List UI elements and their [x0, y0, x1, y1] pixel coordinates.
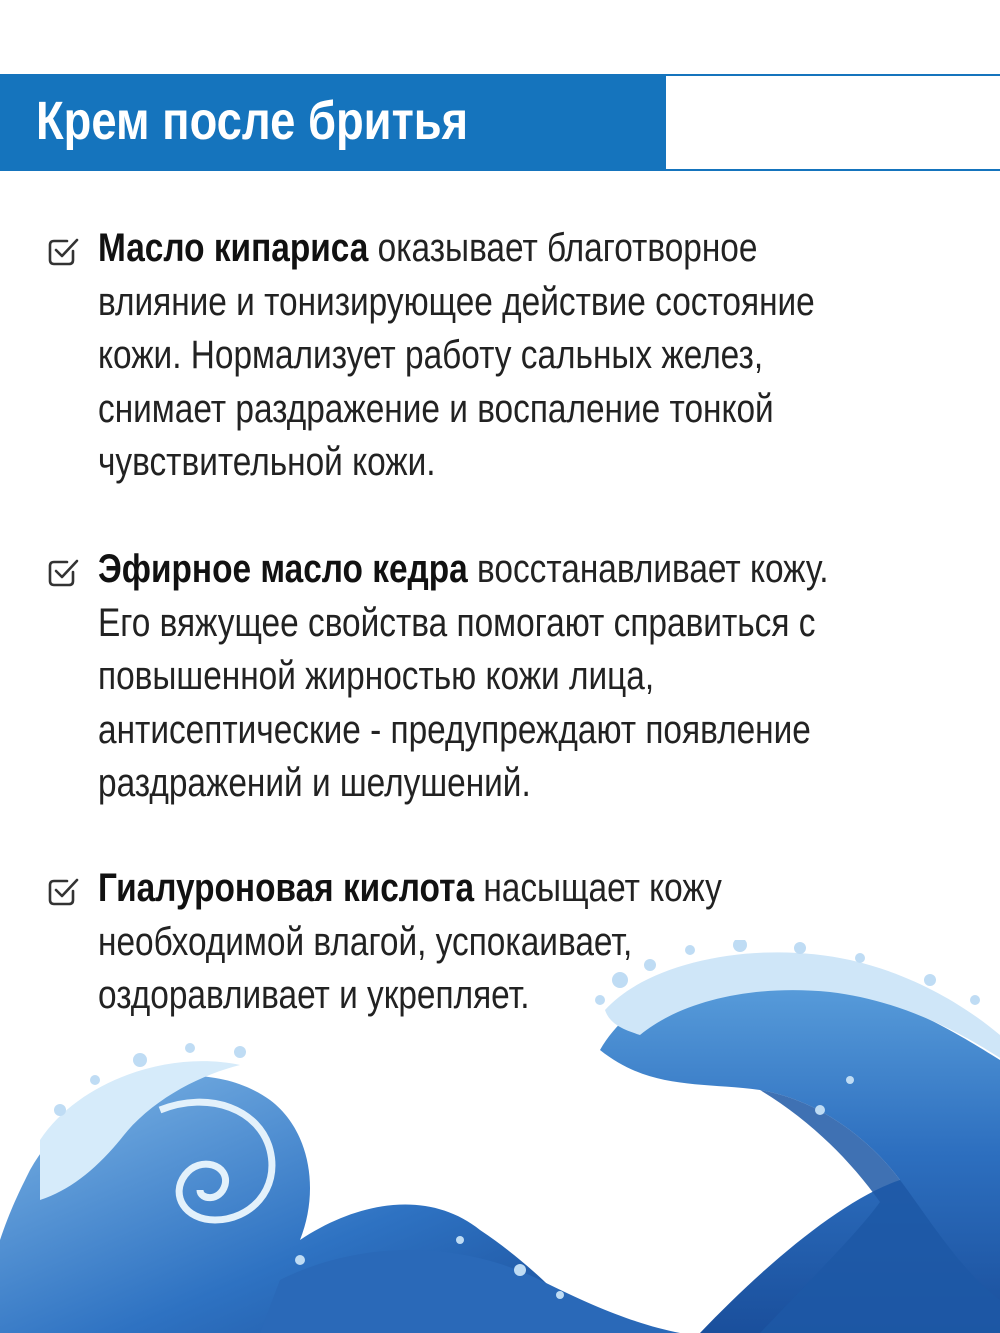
- feature-line: оказывает благотворное: [377, 226, 758, 270]
- feature-line: антисептические - предупреждают появление: [98, 707, 811, 752]
- feature-line: кожи. Нормализует работу сальных желез,: [98, 333, 764, 377]
- header-rule-bottom: [666, 169, 1000, 171]
- feature-line: снимает раздражение и воспаление тонкой: [98, 386, 774, 431]
- feature-line: влияние и тонизирующее действие состояние: [98, 279, 815, 324]
- feature-line: чувствительной кожи.: [98, 440, 436, 484]
- feature-highlight: Масло кипариса: [98, 226, 369, 270]
- feature-line: необходимой влагой, успокаивает,: [98, 919, 633, 964]
- feature-highlight: Гиалуроновая кислота: [98, 866, 475, 910]
- feature-description: [98, 862, 975, 1023]
- page-title: Крем после бритья: [36, 91, 469, 151]
- feature-line: восстанавливает кожу.: [476, 547, 829, 591]
- feature-line: насыщает кожу: [483, 866, 722, 910]
- feature-line: Его вяжущее свойства помогают справиться с: [98, 600, 816, 645]
- header-rule-top: [666, 74, 1000, 76]
- feature-highlight: Эфирное масло кедра: [98, 547, 468, 591]
- checkbox-check-icon: [46, 556, 80, 590]
- checkbox-check-icon: [46, 875, 80, 909]
- feature-line: раздражений и шелушений.: [98, 761, 531, 805]
- feature-line: оздоравливает и укрепляет.: [98, 973, 530, 1017]
- feature-description: [98, 543, 975, 811]
- feature-line: повышенной жирностью кожи лица,: [98, 654, 655, 698]
- checkbox-check-icon: [46, 235, 80, 269]
- feature-description: [98, 222, 975, 490]
